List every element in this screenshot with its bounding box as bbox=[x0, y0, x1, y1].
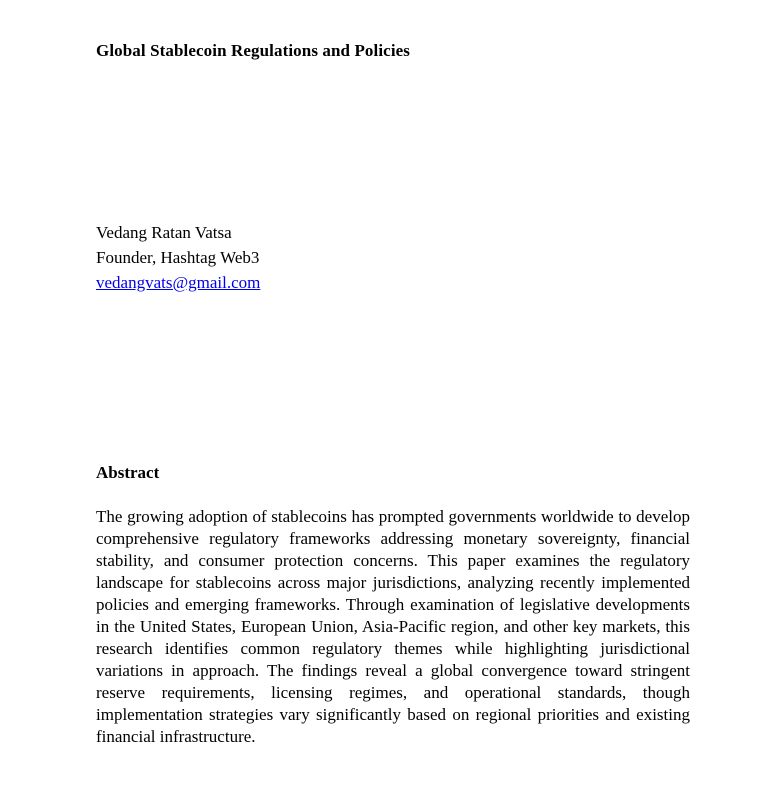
author-email-link[interactable]: vedangvats@gmail.com bbox=[96, 273, 261, 292]
abstract-heading: Abstract bbox=[96, 463, 160, 482]
author-name: Vedang Ratan Vatsa bbox=[96, 223, 232, 242]
author-block bbox=[96, 220, 690, 295]
paper-title: Global Stablecoin Regulations and Policies bbox=[96, 41, 411, 60]
abstract-body: The growing adoption of stablecoins has prompted governments worldwide to develop comprehensive regulatory frameworks addressing monetary sovereignty, financial stability, and consumer protection concerns. This paper examines the regulatory landscape for stablecoins across major jurisdictions, analyzing recently implemented policies and emerging frameworks. Through examination of legislative developments in the United States, European Union, Asia-Pacific region, and other key markets, this research identifies common regulatory themes while highlighting jurisdictional variations in approach. The findings reveal a global convergence toward stringent reserve requirements, licensing regimes, and operational standards, though implementation strategies vary significantly based on regional priorities and existing financial infrastructure. bbox=[96, 507, 690, 746]
author-affiliation: Founder, Hashtag Web3 bbox=[96, 248, 260, 267]
